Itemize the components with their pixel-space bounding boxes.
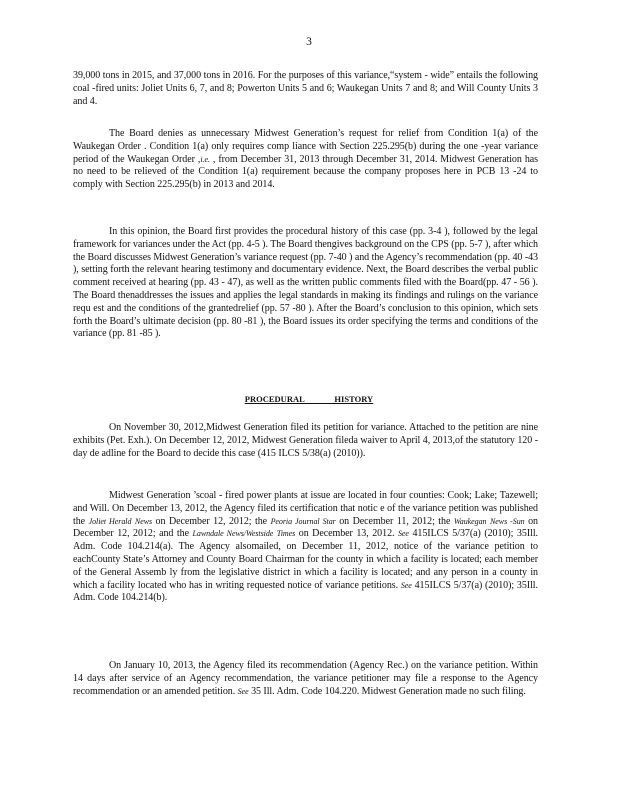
paragraph-agency-recommendation — [73, 660, 538, 698]
paragraph-text: 415ILCS 5/37(a) (2010); 35Ill. Adm. Code 104.214(b). — [73, 579, 538, 604]
paragraph-text: on December 12, 2012; the — [152, 515, 271, 527]
italic-citation: Joliet Herald — [88, 516, 132, 526]
paragraph-text: on December 12, 2012; and the — [73, 515, 539, 540]
paragraph-notice-publication — [73, 490, 538, 605]
page-number: 3 — [306, 36, 312, 48]
paragraph-text: on December 11, 2012; the — [335, 515, 454, 527]
paragraph-condition-1a — [73, 128, 538, 192]
italic-citation: Waukegan — [453, 516, 487, 526]
paragraph-text: , from December 31, 2013 through December 31, 2014. Midwest Generation has no need to be relieved of the Condition 1(a) requirement because the company proposes here in PCB 13 -24 to comply with Section 225.295(b) in 2013 and 2014. — [73, 153, 538, 191]
paragraph-text: In this opinion, the Board first provides the procedural history of this case (pp. 3-4 ), followed by the legal framework for variances under the Act (pp. 4-5 ). The Board thengives background on the CPS (pp. 5-7 ), after which the Board discusses Midwest Generation’s variance request (pp. 7-40 ) and the Agency’s recommendation (pp. 40 -43 ), setting forth the relevant hearing testimony and documentary evidence. Next, the Board describes the verbal public comment received at hearing (pp. 43 - 47), as well as the written public comments filed with the Board(pp. 47 - 56 ). The Board thenaddresses the issues and applies the legal standards in making its findings and rulings on the variance requ est and the conditions of the grantedrelief (pp. 57 -80 ). After the Board’s conclusion to this opinion, which sets forth the Board’s ultimate decision (pp. 80 -81 ), the Board issues its order specifying the terms and conditions of the variance (pp. 81 -85 ). — [73, 226, 538, 340]
italic-citation: News — [134, 516, 153, 526]
italic-citation: News -Sun — [490, 516, 525, 526]
paragraph-opinion-overview — [73, 226, 538, 341]
italic-citation: See — [400, 580, 412, 590]
italic-citation: See — [237, 686, 249, 696]
paragraph-petition-filing — [73, 422, 538, 460]
section-heading-procedural-history: PROCEDURAL HISTORY — [244, 394, 374, 404]
italic-citation: Lawndale News/Westside — [192, 529, 274, 539]
paragraph-text: Midwest Generation ’scoal - fired power plants at issue are located in four counties: Cook; Lake; Tazewell; and Will. On December 13, 2012, the Agency filed its certification that notic e of the variance petition was published the — [73, 490, 538, 527]
paragraph-text: The Board denies as unnecessary Midwest Generation’s request for relief from Condition 1(a) of the Waukegan Order . Condition 1(a) only requires comp liance with Section 225.295(b) during the one -year variance period of the Waukegan Order , — [73, 128, 538, 165]
italic-citation: Times — [276, 529, 296, 539]
paragraph-text: 35 Ill. Adm. Code 104.220. Midwest Generation made no such filing. — [248, 685, 526, 697]
italic-citation: i.e. — [200, 154, 210, 164]
italic-citation: Peoria Journal Star — [270, 516, 336, 526]
paragraph-emissions-units — [73, 70, 538, 108]
italic-citation: See — [397, 529, 409, 539]
paragraph-text: on December 13, 2012. — [295, 528, 398, 540]
paragraph-text: 415ILCS 5/37(a) (2010); 35Ill. Adm. Code 104.214(a). The Agency alsomailed, on December 11, 2012, notice of the variance petition to eachCounty State’s Attorney and County Board Chairman for the county in which a facility is located; each member of the General Assemb ly from the legislative district in which a facility is located; and any person in a county in which a facility located who has in writing requested notice of variance petitions. — [73, 528, 539, 591]
paragraph-text: 39,000 tons in 2015, and 37,000 tons in 2016. For the purposes of this variance,“system - wide” entails the following coal -fired units: Joliet Units 6, 7, and 8; Powerton Units 5 and 6; Waukegan Units 7 and 8; and Will County Units 3 and 4. — [73, 70, 538, 107]
paragraph-text: On November 30, 2012,Midwest Generation filed its petition for variance. Attached to the petition are nine exhibits (Pet. Exh.). On December 12, 2012, Midwest Generation fileda waiver to April 4, 2013,of the statutory 120 - day de adline for the Board to decide this case (415 ILCS 5/38(a) (2010)). — [73, 422, 538, 459]
paragraph-text: On January 10, 2013, the Agency filed its recommendation (Agency Rec.) on the variance petition. Within 14 days after service of an Agency recommendation, the variance petitioner may file a response to the Agency recommendation or an amended petition. — [73, 660, 538, 697]
